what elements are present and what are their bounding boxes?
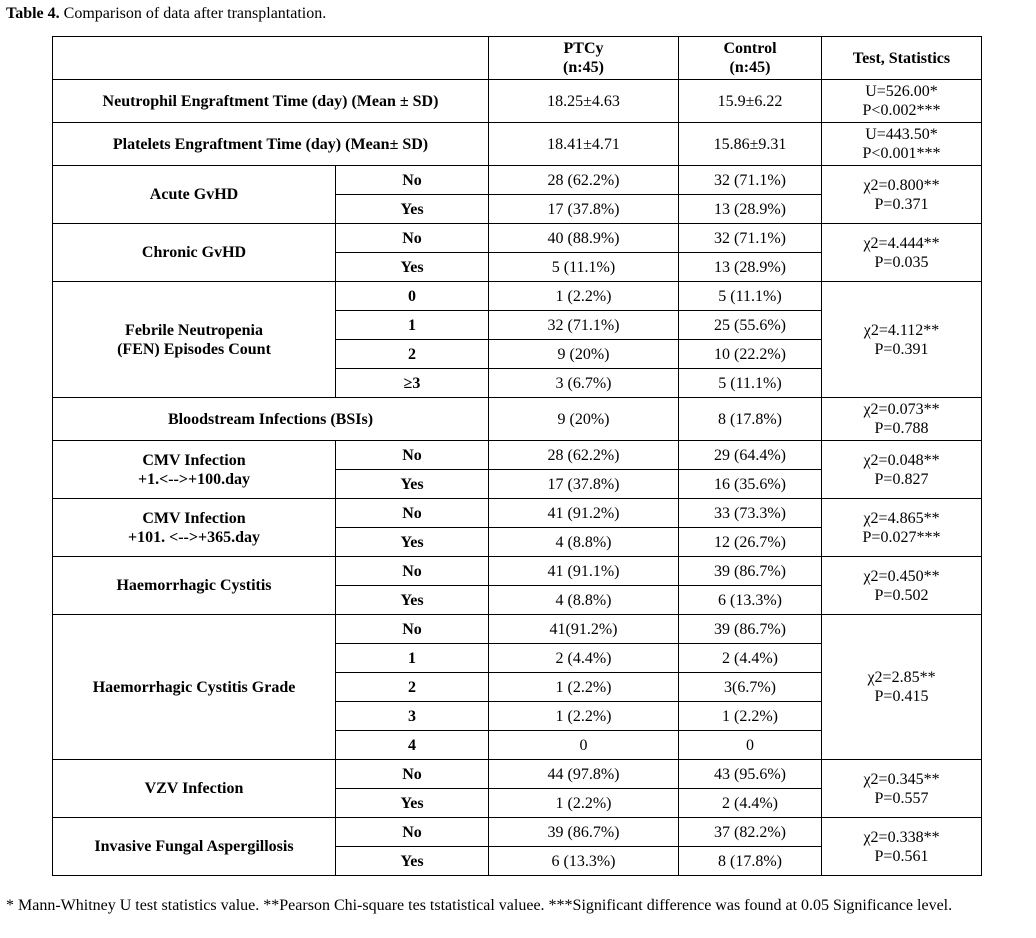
test-statistic: χ2=0.073** P=0.788 <box>822 398 982 441</box>
table-row-haemorrhagic-cystitis <box>53 557 982 586</box>
row-label: Invasive Fungal Aspergillosis <box>53 818 336 876</box>
test-statistic: χ2=4.865** P=0.027*** <box>822 499 982 557</box>
ptcy-value: 28 (62.2%) <box>489 441 679 470</box>
ptcy-value: 1 (2.2%) <box>489 789 679 818</box>
row-label: Haemorrhagic Cystitis <box>53 557 336 615</box>
table-row-bsi <box>53 398 982 441</box>
ptcy-value: 17 (37.8%) <box>489 470 679 499</box>
sub-label: 4 <box>336 731 489 760</box>
control-value: 3(6.7%) <box>679 673 822 702</box>
ptcy-value: 41(91.2%) <box>489 615 679 644</box>
test-statistic: χ2=0.345** P=0.557 <box>822 760 982 818</box>
header-row <box>53 37 982 80</box>
control-value: 1 (2.2%) <box>679 702 822 731</box>
ptcy-value: 5 (11.1%) <box>489 253 679 282</box>
test-statistic: χ2=4.444** P=0.035 <box>822 224 982 282</box>
table-row-acute-gvhd <box>53 166 982 195</box>
ptcy-value: 41 (91.2%) <box>489 499 679 528</box>
sub-label: ≥3 <box>336 369 489 398</box>
ptcy-value: 1 (2.2%) <box>489 282 679 311</box>
ptcy-value: 4 (8.8%) <box>489 528 679 557</box>
control-value: 5 (11.1%) <box>679 282 822 311</box>
sub-label: No <box>336 441 489 470</box>
test-statistic: χ2=0.800** P=0.371 <box>822 166 982 224</box>
test-statistic: χ2=0.338** P=0.561 <box>822 818 982 876</box>
header-ptcy: PTCy (n:45) <box>489 37 679 80</box>
row-label: VZV Infection <box>53 760 336 818</box>
table-row-neutrophil <box>53 80 982 123</box>
ptcy-value: 4 (8.8%) <box>489 586 679 615</box>
sub-label: No <box>336 499 489 528</box>
sub-label: 1 <box>336 644 489 673</box>
control-value: 8 (17.8%) <box>679 847 822 876</box>
header-empty-cell <box>53 37 489 80</box>
sub-label: 0 <box>336 282 489 311</box>
test-statistic: U=526.00* P<0.002*** <box>822 80 982 123</box>
caption-label: Table 4. <box>6 5 60 22</box>
control-value: 33 (73.3%) <box>679 499 822 528</box>
control-value: 32 (71.1%) <box>679 166 822 195</box>
header-test-statistics: Test, Statistics <box>822 37 982 80</box>
sub-label: No <box>336 224 489 253</box>
control-value: 16 (35.6%) <box>679 470 822 499</box>
test-statistic: U=443.50* P<0.001*** <box>822 123 982 166</box>
sub-label: Yes <box>336 253 489 282</box>
test-statistic: χ2=4.112** P=0.391 <box>822 282 982 398</box>
control-value: 6 (13.3%) <box>679 586 822 615</box>
control-value: 25 (55.6%) <box>679 311 822 340</box>
sub-label: Yes <box>336 847 489 876</box>
ptcy-value: 40 (88.9%) <box>489 224 679 253</box>
sub-label: 2 <box>336 340 489 369</box>
ptcy-value: 41 (91.1%) <box>489 557 679 586</box>
table-row-vzv <box>53 760 982 789</box>
ptcy-value: 28 (62.2%) <box>489 166 679 195</box>
ptcy-value: 1 (2.2%) <box>489 702 679 731</box>
control-value: 2 (4.4%) <box>679 789 822 818</box>
table-row-hc-grade <box>53 615 982 644</box>
ptcy-value: 44 (97.8%) <box>489 760 679 789</box>
test-statistic: χ2=0.048** P=0.827 <box>822 441 982 499</box>
table-row-cmv-101-365 <box>53 499 982 528</box>
control-value: 39 (86.7%) <box>679 615 822 644</box>
sub-label: No <box>336 557 489 586</box>
control-value: 15.86±9.31 <box>679 123 822 166</box>
table-row-ifa <box>53 818 982 847</box>
test-statistic: χ2=0.450** P=0.502 <box>822 557 982 615</box>
ptcy-value: 2 (4.4%) <box>489 644 679 673</box>
table-row-fen <box>53 282 982 311</box>
control-value: 39 (86.7%) <box>679 557 822 586</box>
control-value: 0 <box>679 731 822 760</box>
sub-label: Yes <box>336 195 489 224</box>
caption-text: Comparison of data after transplantation. <box>59 5 327 22</box>
row-label: CMV Infection +101. <-->+365.day <box>53 499 336 557</box>
ptcy-value: 9 (20%) <box>489 398 679 441</box>
table-row-cmv-1-100 <box>53 441 982 470</box>
comparison-table <box>52 36 982 876</box>
sub-label: No <box>336 818 489 847</box>
control-value: 37 (82.2%) <box>679 818 822 847</box>
control-value: 32 (71.1%) <box>679 224 822 253</box>
sub-label: Yes <box>336 470 489 499</box>
row-label: Neutrophil Engraftment Time (day) (Mean ± SD) <box>53 80 489 123</box>
table-footnote: * Mann-Whitney U test statistics value. **Pearson Chi-square tes tstatistical valuee. ***Significant difference was found at 0.05 Significance level. <box>6 897 953 914</box>
sub-label: Yes <box>336 586 489 615</box>
row-label: Acute GvHD <box>53 166 336 224</box>
control-value: 13 (28.9%) <box>679 195 822 224</box>
ptcy-value: 32 (71.1%) <box>489 311 679 340</box>
table-row-platelets <box>53 123 982 166</box>
sub-label: No <box>336 166 489 195</box>
control-value: 13 (28.9%) <box>679 253 822 282</box>
row-label: Chronic GvHD <box>53 224 336 282</box>
sub-label: No <box>336 760 489 789</box>
table-row-chronic-gvhd <box>53 224 982 253</box>
ptcy-value: 18.25±4.63 <box>489 80 679 123</box>
control-value: 5 (11.1%) <box>679 369 822 398</box>
ptcy-value: 0 <box>489 731 679 760</box>
control-value: 8 (17.8%) <box>679 398 822 441</box>
row-label: Haemorrhagic Cystitis Grade <box>53 615 336 760</box>
control-value: 10 (22.2%) <box>679 340 822 369</box>
test-statistic: χ2=2.85** P=0.415 <box>822 615 982 760</box>
row-label: CMV Infection +1.<-->+100.day <box>53 441 336 499</box>
sub-label: 3 <box>336 702 489 731</box>
row-label: Bloodstream Infections (BSIs) <box>53 398 489 441</box>
ptcy-value: 18.41±4.71 <box>489 123 679 166</box>
ptcy-value: 39 (86.7%) <box>489 818 679 847</box>
control-value: 2 (4.4%) <box>679 644 822 673</box>
control-value: 15.9±6.22 <box>679 80 822 123</box>
sub-label: 1 <box>336 311 489 340</box>
ptcy-value: 9 (20%) <box>489 340 679 369</box>
sub-label: Yes <box>336 789 489 818</box>
control-value: 43 (95.6%) <box>679 760 822 789</box>
control-value: 29 (64.4%) <box>679 441 822 470</box>
sub-label: Yes <box>336 528 489 557</box>
control-value: 12 (26.7%) <box>679 528 822 557</box>
row-label: Platelets Engraftment Time (day) (Mean± SD) <box>53 123 489 166</box>
ptcy-value: 17 (37.8%) <box>489 195 679 224</box>
sub-label: 2 <box>336 673 489 702</box>
header-control: Control (n:45) <box>679 37 822 80</box>
ptcy-value: 1 (2.2%) <box>489 673 679 702</box>
sub-label: No <box>336 615 489 644</box>
table-caption <box>6 4 326 24</box>
ptcy-value: 6 (13.3%) <box>489 847 679 876</box>
ptcy-value: 3 (6.7%) <box>489 369 679 398</box>
row-label: Febrile Neutropenia (FEN) Episodes Count <box>53 282 336 398</box>
